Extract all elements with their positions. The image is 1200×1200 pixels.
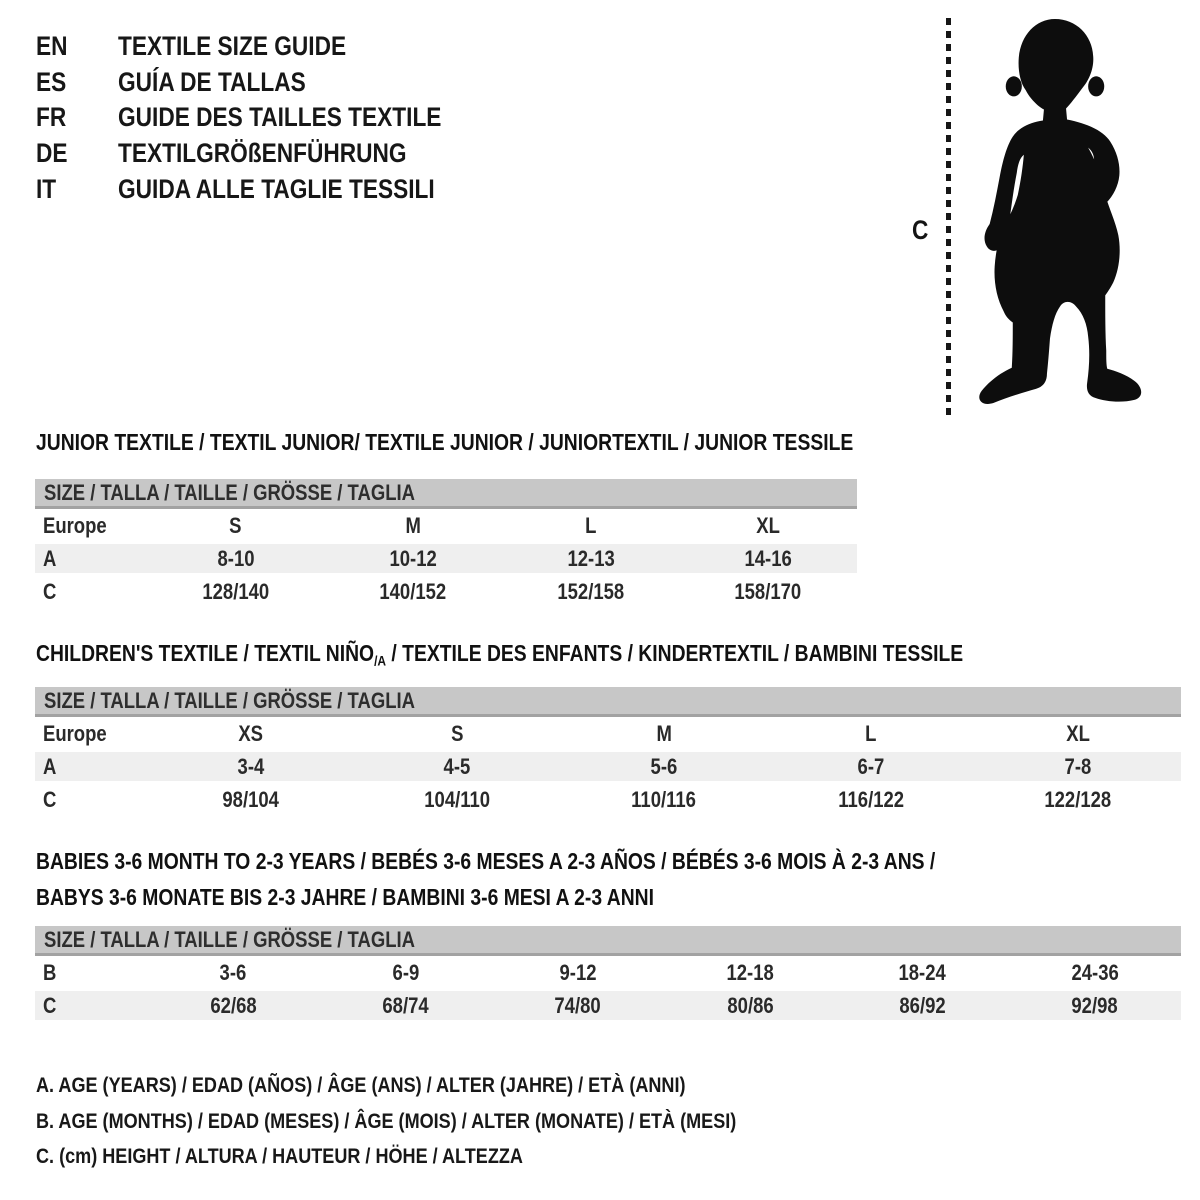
size-header-bar <box>35 687 1181 717</box>
size-header-label: SIZE / TALLA / TAILLE / GRÖSSE / TAGLIA <box>44 926 415 952</box>
babies-section-title-line1: BABIES 3-6 MONTH TO 2-3 YEARS / BEBÉS 3-6 MESES A 2-3 AÑOS / BÉBÉS 3-6 MOIS À 2-3 ANS / <box>36 848 936 874</box>
value-cell: 62/68 <box>210 992 257 1018</box>
size-cell: L <box>585 512 597 538</box>
value-cell: 14-16 <box>744 545 792 571</box>
language-row-de <box>36 136 503 172</box>
table-row-age <box>35 542 857 575</box>
value-cell: 5-6 <box>650 753 678 779</box>
size-header-bar <box>35 926 1181 956</box>
row-label: C <box>43 786 57 812</box>
children-section-title: CHILDREN'S TEXTILE / TEXTIL $NIÑO_{/A}$ / TEXTILE DES ENFANTS / KINDERTEXTIL / BAMBINI TESSILE <box>36 640 964 670</box>
value-cell: 122/128 <box>1044 786 1111 812</box>
table-row-height <box>35 575 857 608</box>
guide-title-de: TEXTILGRÖßENFÜHRUNG <box>118 138 407 169</box>
language-code: DE <box>36 138 68 169</box>
value-cell: 74/80 <box>554 992 601 1018</box>
row-label: C <box>43 992 57 1018</box>
row-label: Europe <box>43 720 107 746</box>
language-code: IT <box>36 173 57 204</box>
language-row-it <box>36 171 503 207</box>
legend-line-b: B. AGE (MONTHS) / EDAD (MESES) / ÂGE (MOIS) / ALTER (MONATE) / ETÀ (MESI) <box>36 1108 737 1133</box>
table-row-height <box>35 783 1181 816</box>
value-cell: 86/92 <box>899 992 946 1018</box>
table-row-months <box>35 956 1181 989</box>
value-cell: 116/122 <box>837 786 904 812</box>
row-label: A <box>43 545 57 571</box>
value-cell: 8-10 <box>217 545 255 571</box>
language-code: FR <box>36 102 67 133</box>
table-row-age <box>35 750 1181 783</box>
size-cell: XS <box>238 720 263 746</box>
row-label: C <box>43 578 57 604</box>
language-code: ES <box>36 66 67 97</box>
size-cell: XL <box>756 512 781 538</box>
size-header-label: SIZE / TALLA / TAILLE / GRÖSSE / TAGLIA <box>44 687 415 713</box>
language-row-fr <box>36 100 503 136</box>
size-cell: S <box>229 512 242 538</box>
children-size-table <box>35 687 1181 816</box>
nino-a-subscript: /A <box>374 653 387 670</box>
junior-section-title: JUNIOR TEXTILE / TEXTIL JUNIOR/ TEXTILE JUNIOR / JUNIORTEXTIL / JUNIOR TESSILE <box>36 429 854 455</box>
height-dimension-label: C <box>912 215 929 245</box>
size-header-bar <box>35 479 857 509</box>
value-cell: 3-4 <box>237 753 264 779</box>
table-row-height <box>35 989 1181 1022</box>
babies-size-table <box>35 926 1181 1022</box>
junior-size-table <box>35 479 857 608</box>
language-row-es <box>36 65 503 101</box>
value-cell: 104/110 <box>424 786 491 812</box>
height-figure <box>900 0 1160 430</box>
row-label: A <box>43 753 57 779</box>
table-row-europe <box>35 717 1181 750</box>
legend-line-a: A. AGE (YEARS) / EDAD (AÑOS) / ÂGE (ANS) / ALTER (JAHRE) / ETÀ (ANNI) <box>36 1073 686 1098</box>
value-cell: 68/74 <box>382 992 429 1018</box>
value-cell: 92/98 <box>1071 992 1118 1018</box>
toddler-silhouette-icon <box>966 16 1148 418</box>
language-row-en <box>36 29 503 65</box>
size-cell: M <box>656 720 672 746</box>
value-cell: 152/158 <box>557 578 625 604</box>
value-cell: 140/152 <box>379 578 447 604</box>
language-title-list <box>36 29 503 207</box>
value-cell: 6-7 <box>857 753 885 779</box>
row-label: B <box>43 959 57 985</box>
value-cell: 24-36 <box>1071 959 1119 985</box>
value-cell: 10-12 <box>389 545 437 571</box>
value-cell: 98/104 <box>222 786 279 812</box>
size-cell: M <box>405 512 421 538</box>
legend-line-c: C. (cm) HEIGHT / ALTURA / HAUTEUR / HÖHE / ALTEZZA <box>36 1144 523 1169</box>
size-cell: S <box>451 720 464 746</box>
size-cell: L <box>865 720 877 746</box>
value-cell: 110/116 <box>631 786 697 812</box>
size-header-label: SIZE / TALLA / TAILLE / GRÖSSE / TAGLIA <box>44 479 415 505</box>
table-row-europe <box>35 509 857 542</box>
value-cell: 12-18 <box>726 959 774 985</box>
value-cell: 158/170 <box>734 578 802 604</box>
value-cell: 7-8 <box>1064 753 1091 779</box>
guide-title-it: GUIDA ALLE TAGLIE TESSILI <box>118 173 435 204</box>
language-code: EN <box>36 31 68 62</box>
value-cell: 12-13 <box>567 545 615 571</box>
babies-section-title-line2: BABYS 3-6 MONATE BIS 2-3 JAHRE / BAMBINI 3-6 MESI A 2-3 ANNI <box>36 884 654 910</box>
dimension-legend <box>36 1068 870 1175</box>
guide-title-fr: GUIDE DES TAILLES TEXTILE <box>118 102 442 133</box>
value-cell: 4-5 <box>443 753 471 779</box>
value-cell: 3-6 <box>219 959 247 985</box>
height-measure-dashed-line <box>946 18 951 418</box>
value-cell: 18-24 <box>898 959 947 985</box>
row-label: Europe <box>43 512 107 538</box>
value-cell: 80/86 <box>727 992 774 1018</box>
guide-title-en: TEXTILE SIZE GUIDE <box>118 31 347 62</box>
guide-title-es: GUÍA DE TALLAS <box>118 66 306 97</box>
value-cell: 9-12 <box>559 959 597 985</box>
size-cell: XL <box>1065 720 1090 746</box>
value-cell: 128/140 <box>202 578 270 604</box>
value-cell: 6-9 <box>392 959 419 985</box>
